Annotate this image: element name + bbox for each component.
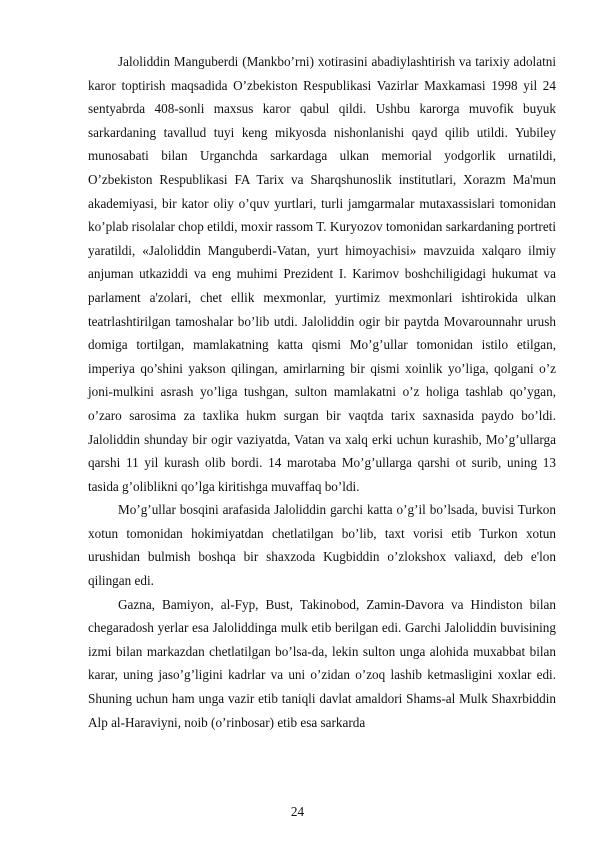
paragraph-3: Gazna, Bamiyon, al-Fyp, Bust, Takinobod, Zamin-Davora va Hindiston bilan chegaradosh yerlar esa Jaloliddinga mulk etib berilgan edi. Garchi Jaloliddin buvisining izmi bilan markazdan chetlatilgan bo’lsa-da, lekin sulton unga alohida muxabbat bilan karar, uning jaso’g’ligini kadrlar va uni o’zidan o’zoq lashib ketmasligini xoxlar edi. Shuning uchun ham unga vazir etib taniqli davlat amaldori Shams-al Mulk Shaxrbiddin Alp al-Haravіyni, noib (o’rinbosar) etib esa sarkarda bbox=[88, 596, 556, 730]
body-text bbox=[88, 50, 556, 734]
paragraph-1: Jaloliddin Manguberdi (Mankbo’rni) xotirasini abadiylashtirish va tarixiy adolatni karor toptirish maqsadida O’zbekiston Respublikasi Vazirlar Maxkamasi 1998 yil 24 sentyabrda 408-sonli maxsus karor qabul qildi. Ushbu karorga muvofik buyuk sarkardaning tavallud tuyi keng mikyosda nishonlanishi qayd qilib utildi. Yubiley munosabati bilan Urganchda sarkardaga ulkan memorial yodgorlik urnatildi, O’zbekiston Respublikasi FA Tarix va Sharqshunoslik institutlari, Xorazm Ma'mun akademiyasi, bir kator oliy o’quv yurtlari, turli jamgarmalar mutaxassislari tomonidan ko’plab risolalar chop etildi, moxir rassom T. Kuryozov tomonidan sarkardaning portreti yaratildi, «Jaloliddin Manguberdi-Vatan, yurt himoyachisi» mavzuida xalqaro ilmiy anjuman utkaziddi va eng muhimi Prezident I. Karimov boshchiligidagi hukumat va parlament a'zolari, chet ellik mexmonlar, yurtimiz mexmonlari ishtirokida ulkan teatrlashtirilgan tamoshalar bo’lib utdi. Jaloliddin ogir bir paytda Movarounnahr urush domiga tortilgan, mamlakatning katta qismi Mo’g’ullar tomonidan istilo etilgan, imperiya qo’shini yakson qilingan, amirlarning bir qismi xoinlik yo’liga, qolgani o’z joni-mulkini asrash yo’liga tushgan, sulton mamlakatni o’z holiga tashlab qo’ygan, o’zaro sarosima za taxlika hukm surgan bir vaqtda tarix saxnasida paydo bo’ldi. Jaloliddin shunday bir ogir vaziyatda, Vatan va xalq erki uchun kurashib, Mo’g’ullarga qarshi 11 yil kurash olib bordi. 14 marotaba Mo’g’ullarga qarshi ot surib, uning 13 tasida g’oliblikni qo’lga kiritishga muvaffaq bo’ldi. bbox=[88, 54, 556, 494]
paragraph-2: Mo’g’ullar bosqini arafasida Jaloliddin garchi katta o’g’il bo’lsada, buvisi Turkon xotun tomonidan hokimiyatdan chetlatilgan bo’lib, taxt vorisi etib Turkon xotun urushidan bulmish boshqa bir shaxzoda Kugbiddin o’zlokshox valiaxd, deb e'lon qilingan edi. bbox=[88, 502, 556, 589]
page-number: 24 bbox=[290, 804, 305, 819]
